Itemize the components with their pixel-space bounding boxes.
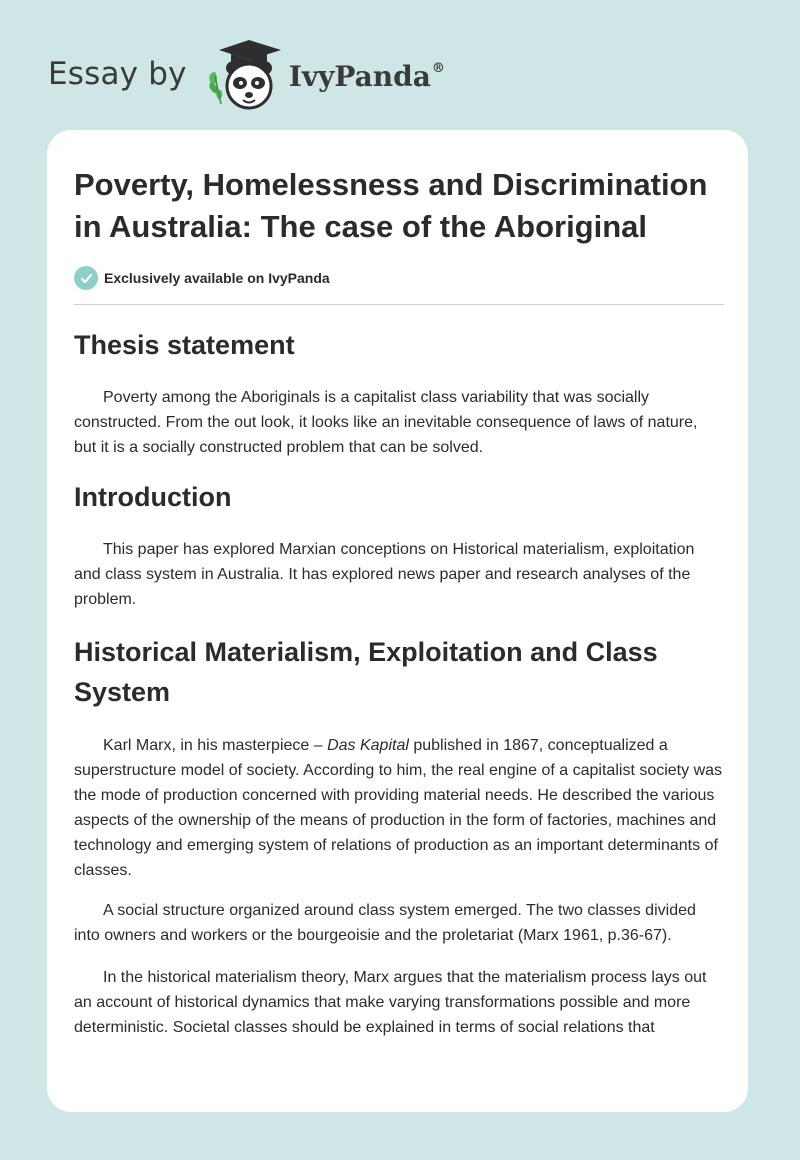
das-kapital-title: Das Kapital: [327, 737, 409, 754]
brand-header: [48, 34, 445, 114]
section-heading-historical-materialism: Historical Materialism, Exploitation and Class System: [74, 637, 658, 707]
historical-paragraph-1: [74, 733, 724, 883]
brand-prefix: Essay by: [48, 56, 187, 92]
ivy-leaf-icon: [209, 72, 222, 104]
thesis-paragraph: Poverty among the Aboriginals is a capitalist class variability that was socially constructed. From the out look, it looks like an inevitable consequence of laws of nature, but it is a socially constructed problem that can be solved.: [74, 389, 698, 456]
historical-paragraph-3: In the historical materialism theory, Marx argues that the materialism process lays out an account of historical dynamics that make varying transformations possible and more deterministic. Societal classes should be explained in terms of social relations that: [74, 969, 707, 1036]
page-title: Poverty, Homelessness and Discrimination in Australia: The case of the Aboriginal: [74, 167, 708, 244]
section-heading-introduction: Introduction: [74, 482, 232, 512]
historical-p1-start: Karl Marx, in his masterpiece –: [103, 737, 328, 754]
check-circle-icon: [74, 266, 98, 290]
panda-graduate-logo-icon: [201, 34, 287, 114]
exclusive-badge: [74, 266, 724, 290]
introduction-paragraph: This paper has explored Marxian conceptions on Historical materialism, exploitation and class system in Australia. It has explored news paper and research analyses of the problem.: [74, 541, 695, 608]
essay-content: [74, 164, 724, 1040]
title-divider: [74, 304, 724, 305]
registered-mark: ®: [431, 60, 445, 76]
historical-p1-end: published in 1867, conceptualized a superstructure model of society. According to him, the real engine of a capitalist society was the mode of production concerned with providing material needs. He described the various aspects of the ownership of the means of production in the form of factories, machines and technology and emerging system of relations of production as an important determinants of classes.: [74, 737, 723, 879]
section-heading-thesis: Thesis statement: [74, 330, 295, 360]
essay-card: [47, 130, 748, 1112]
historical-paragraph-2: A social structure organized around class system emerged. The two classes divided into owners and workers or the bourgeoisie and the proletariat (Marx 1961, p.36-67).: [74, 902, 696, 944]
exclusive-badge-label: Exclusively available on IvyPanda: [104, 270, 330, 286]
brand-name: [289, 60, 445, 93]
brand-name-text: IvyPanda: [288, 59, 431, 93]
